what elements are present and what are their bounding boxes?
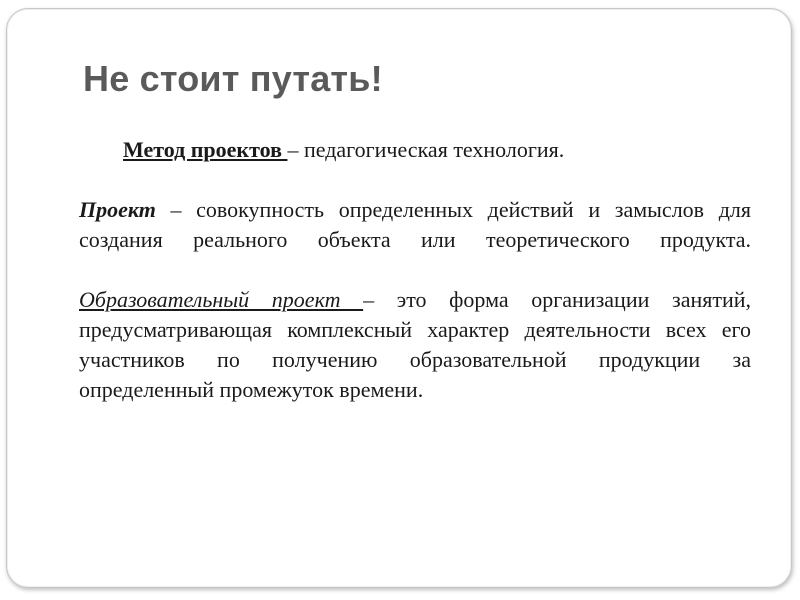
definition-term: Метод проектов [123, 137, 288, 162]
slide-body [79, 135, 751, 405]
definition-project [79, 195, 751, 255]
definition-dash: – [287, 137, 304, 162]
definition-term: Образовательный проект [79, 287, 364, 312]
definition-term: Проект [79, 197, 156, 222]
slide-title: Не стоит путать! [83, 58, 383, 99]
definition-method [79, 135, 751, 165]
slide-frame [6, 8, 792, 588]
definition-educational-project [79, 285, 751, 405]
definition-text: это форма организации занятий, предусматривающая комплексный характер деятельности всех его участников по получению образовательной продукции за определенный промежуток времени. [79, 287, 752, 402]
definition-dash: – [363, 287, 397, 312]
definition-dash: – [155, 197, 197, 222]
definition-text: совокупность определенных действий и замыслов для создания реального объекта или теоретического продукта. [79, 197, 752, 252]
definition-text: педагогическая технология. [303, 137, 565, 162]
